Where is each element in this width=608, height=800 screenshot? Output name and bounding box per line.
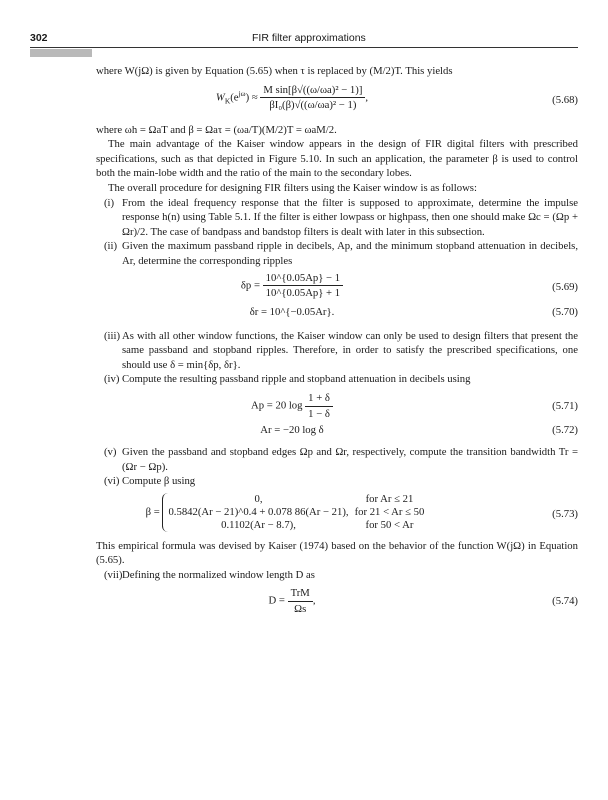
page-header [30,32,578,46]
eq-number-5-68: (5.68) [552,93,578,106]
piecewise-cases: 0, for Ar ≤ 21 0.5842(Ar − 21)^0.4 + 0.078 86(Ar − 21), for 21 < Ar ≤ 50 0.1102(Ar − 8.7), for 50 < Ar [162,493,430,532]
equation-5-68: $W_K(e^{j\omega})$ ≈ $\frac{\text{M sin[β√((ω/ωa)² − 1)]}}{\text{βI₀(β)√((ω/ωa)² − 1)}}$ , (5.68) [215,83,578,112]
eq-number-5-73: (5.73) [552,507,578,520]
paragraph-procedure: The overall procedure for designing FIR filters using the Kaiser window is as follows: [108,181,477,194]
kaiser-note: This empirical formula was devised by Kaiser (1974) based on the behavior of the function W(jΩ) in Equation (5.65). [96,539,578,567]
eq-5-68-fraction: $\frac{\text{M sin[β√((ω/ωa)² − 1)]}}{\text{βI₀(β)√((ω/ωa)² − 1)}}$ [260,83,365,113]
equation-5-74: D = $\frac{\text{TrM}}{\Omega s}$ , (5.74) [268,587,578,616]
eq-number-5-74: (5.74) [552,595,578,608]
intro-text: where W(jΩ) is given by Equation (5.65) when τ is replaced by (M/2)T. This yields [96,65,453,77]
eq-number-5-72: (5.72) [552,423,578,436]
header-accent-bar [30,49,92,57]
list-item-ii: (ii) Given the maximum passband ripple in decibels, Ap, and the minimum stopband attenuation in decibels, Ar, determine the corresponding ripples [104,240,578,267]
equation-5-73: β = 0, for Ar ≤ 21 0.5842(Ar − 21)^0.4 + 0.078 86(Ar − 21), for 21 < Ar ≤ 50 0.1102(Ar − 8.7), for 50 < Ar (5.73) [145,492,578,531]
equation-5-72: Ar = −20 log δ (5.72) [260,423,578,436]
list-item-vii: (vii) Defining the normalized window length D as [104,568,315,581]
header-rule [30,47,578,48]
list-item-vi: (vi) Compute β using [104,475,196,488]
page-number: 302 [30,32,48,44]
equation-5-69: δp = $\frac{10\^{}\{0.05Ap\} - 1}{10\^{}\{0.05Ap\} + 1}$ (5.69) [240,271,578,300]
list-item-v: (v) Given the passband and stopband edges Ωp and Ωr, respectively, compute the transition bandwidth Tr = (Ωr − Ωp). [104,445,578,473]
where-line: where ωh = ΩaT and β = Ωaτ = (ωa/T)(M/2)T = ωaM/2. [96,123,337,136]
page-body [96,64,578,618]
eq-number-5-71: (5.71) [552,399,578,412]
running-title: FIR filter approximations [252,32,366,44]
equation-5-71: Ap = 20 log $\frac{1 + \delta}{1 - \delta}$ (5.71) [251,391,578,420]
eq-number-5-70: (5.70) [552,305,578,318]
list-item-iii: (iii) As with all other window functions, the Kaiser window can only be used to design filters that present the same passband and stopband ripples. Therefore, in order to satisfy the prescribed specifications, one should use δ = min{δp, δr}. [104,329,578,371]
paragraph-kaiser-advantage: The main advantage of the Kaiser window appears in the design of FIR digital filters with prescribed specifications, such as that depicted in Figure 5.10. In such an application, the parameter β is used to control both the main-lobe width and the ratio of the main to the secondary lobes. [96,138,578,180]
equation-5-70: δr = 10^{−0.05Ar}. (5.70) [249,305,578,318]
list-item-i: (i) From the ideal frequency response that the filter is supposed to approximate, determine the impulse response h(n) using Table 5.1. If the filter is either lowpass or highpass, then one should make Ωc = (Ωp + Ωr)/2. The case of bandpass and bandstop filters is dealt with later in this subsection. [104,196,578,238]
eq-number-5-69: (5.69) [552,280,578,293]
list-item-iv: (iv) Compute the resulting passband ripple and stopband attenuation in decibels using [104,373,471,386]
